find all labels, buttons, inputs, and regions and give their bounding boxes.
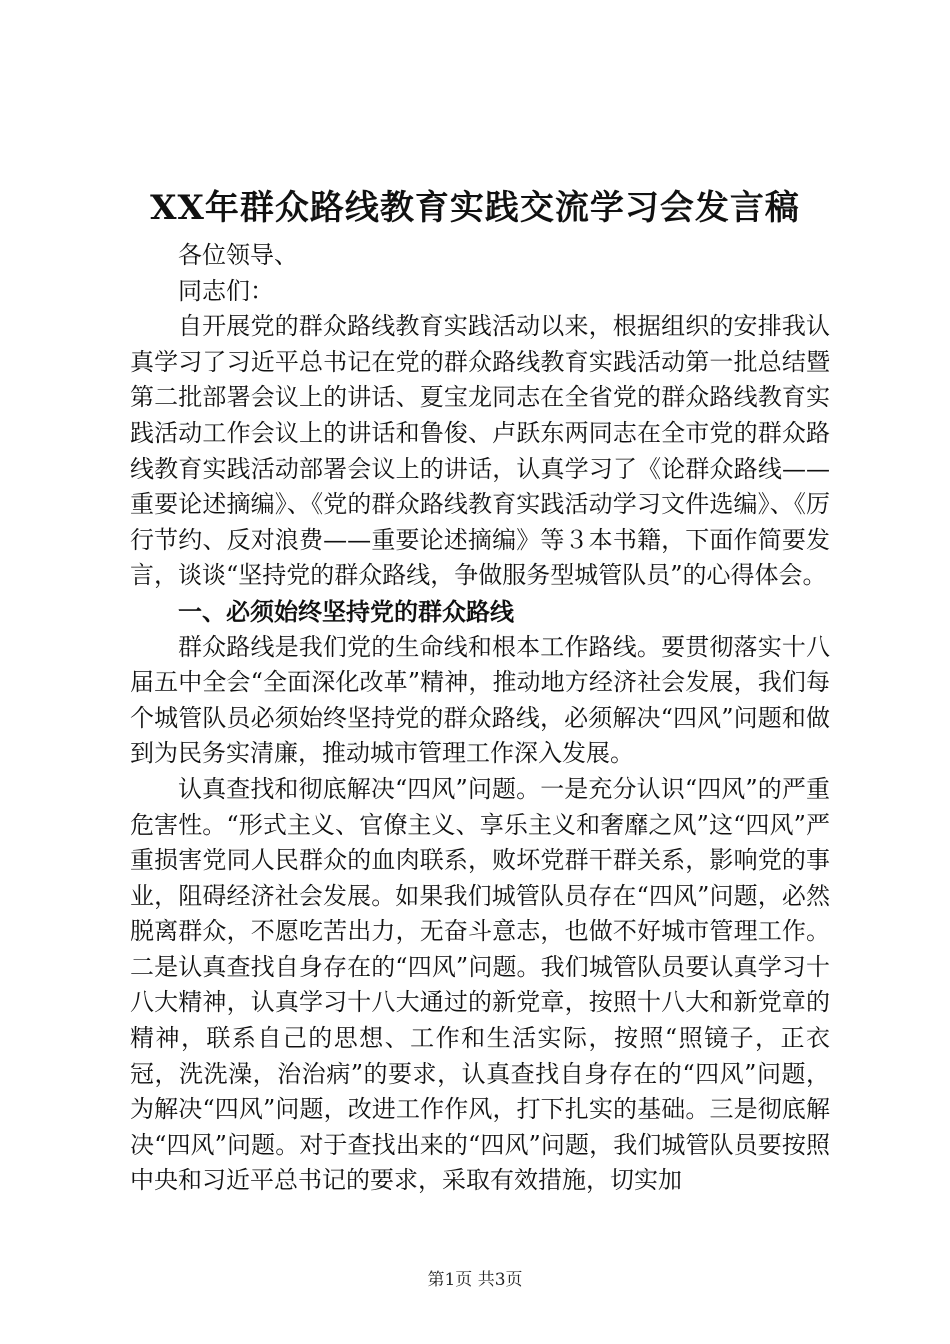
salutation-comrades: 同志们： [178, 276, 274, 305]
section-1-paragraph-1: 群众路线是我们党的生命线和根本工作路线。要贯彻落实十八届五中全会“全面深化改革”精神，推动地方经济社会发展，我们每个城管队员必须始终坚持党的群众路线，必须解决“四风”问题和做到为民务实清廉，推动城市管理工作深入发展。 [130, 632, 830, 768]
section-1-heading: 一、必须始终坚持党的群众路线 [178, 596, 514, 626]
document-title: XX年群众路线教育实践交流学习会发言稿 [150, 188, 800, 228]
section-1-paragraph-2: 认真查找和彻底解决“四风”问题。一是充分认识“四风”的严重危害性。“形式主义、官僚主义、享乐主义和奢靡之风”这“四风”严重损害党同人民群众的血肉联系，败坏党群干群关系，影响党的事业，阻碍经济社会发展。如果我们城管队员存在“四风”问题，必然脱离群众，不愿吃苦出力，无奋斗意志，也做不好城市管理工作。二是认真查找自身存在的“四风”问题。我们城管队员要认真学习十八大精神，认真学习十八大通过的新党章，按照十八大和新党章的精神，联系自己的思想、工作和生活实际，按照“照镜子，正衣冠，洗洗澡，治治病”的要求，认真查找自身存在的“四风”问题，为解决“四风”问题，改进工作作风，打下扎实的基础。三是彻底解决“四风”问题。对于查找出来的“四风”问题，我们城管队员要按照中央和习近平总书记的要求，采取有效措施，切实加 [130, 774, 830, 1195]
page-number-footer: 第1页 共3页 [427, 1270, 523, 1290]
intro-paragraph: 自开展党的群众路线教育实践活动以来，根据组织的安排我认真学习了习近平总书记在党的群众路线教育实践活动第一批总结暨第二批部署会议上的讲话、夏宝龙同志在全省党的群众路线教育实践活动工作会议上的讲话和鲁俊、卢跃东两同志在全市党的群众路线教育实践活动部署会议上的讲话，认真学习了《论群众路线——重要论述摘编》、《党的群众路线教育实践活动学习文件选编》、《厉行节约、反对浪费——重要论述摘编》等３本书籍，下面作简要发言，谈谈“坚持党的群众路线，争做服务型城管队员”的心得体会。 [130, 312, 830, 590]
document-body [130, 238, 830, 1199]
salutation-leaders: 各位领导、 [178, 241, 298, 269]
